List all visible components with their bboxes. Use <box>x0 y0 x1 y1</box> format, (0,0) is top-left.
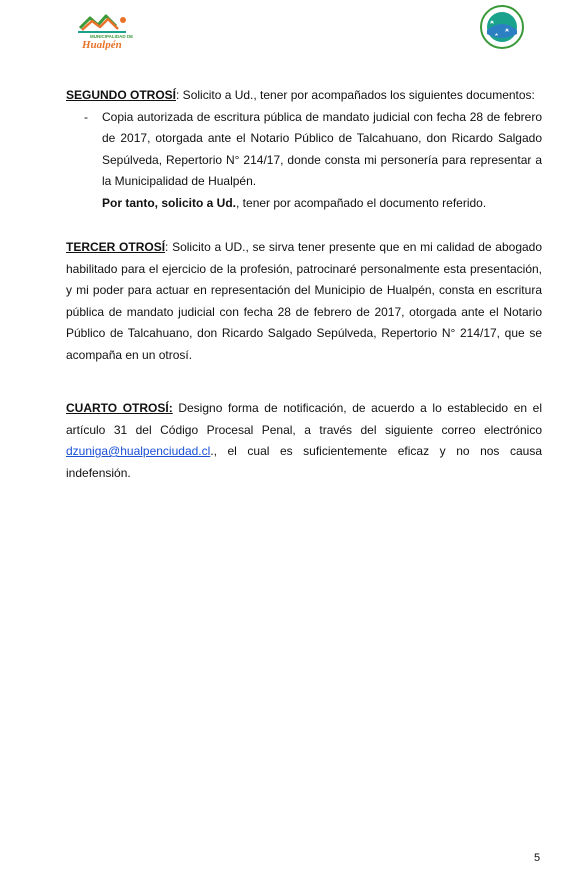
cuarto-text-after: ., el cual es suficientemente eficaz y no nos causa indefensión. <box>66 444 542 480</box>
segundo-otrosi-heading: SEGUNDO OTROSÍ <box>66 88 177 102</box>
bullet-dash: - <box>84 109 88 124</box>
segundo-closing-text: , tener por acompañado el documento referido. <box>236 195 487 210</box>
notification-email-link[interactable]: dzuniga@hualpenciudad.cl <box>66 444 211 458</box>
logo-small-text: MUNICIPALIDAD DE <box>90 34 134 39</box>
segundo-intro-paragraph <box>66 85 542 107</box>
hualpen-logo <box>76 14 144 50</box>
segundo-intro-text: : Solicito a Ud., tener por acompañados los siguientes documentos: <box>176 88 535 102</box>
segundo-closing-paragraph <box>66 193 542 215</box>
segundo-closing-bold: Por tanto, solicito a Ud. <box>102 195 237 210</box>
tercer-otrosi-text: : Solicito a UD., se sirva tener presente que en mi calidad de abogado habilitado para el ejercicio de la profesión, patrocinaré personalmente esta presentación, y mi poder para actuar en representación del Municipio de Hualpén, consta en escritura pública de mandato judicial con fecha 28 de febrero de 2017, otorgada ante el Notario Público de Talcahuano, don Ricardo Salgado Sepúlveda, Repertorio N° 214/17, que se acompaña en un otrosí. <box>66 240 543 362</box>
cuarto-otrosi-section <box>66 398 542 484</box>
certification-seal-logo <box>479 4 525 50</box>
document-list-item <box>66 107 542 193</box>
cuarto-text-before: Designo forma de notificación, de acuerdo a lo establecido en el artículo 31 del Código Procesal Penal, a través del siguiente correo electrónico <box>66 401 542 437</box>
segundo-otrosi-section <box>66 85 542 214</box>
cuarto-otrosi-heading: CUARTO OTROSÍ: <box>66 401 173 415</box>
tercer-otrosi-heading: TERCER OTROSÍ <box>66 240 166 254</box>
page-number: 5 <box>534 852 541 864</box>
logo-name-text: Hualpén <box>82 39 122 50</box>
tercer-otrosi-section <box>66 237 542 366</box>
document-list-item-text: Copia autorizada de escritura pública de mandato judicial con fecha 28 de febrero de 2017, otorgada ante el Notario Público de Talcahuano, don Ricardo Salgado Sepúlveda, Repertorio N° 214/17, donde consta mi personería para representar a la Municipalidad de Hualpén. <box>102 109 542 188</box>
